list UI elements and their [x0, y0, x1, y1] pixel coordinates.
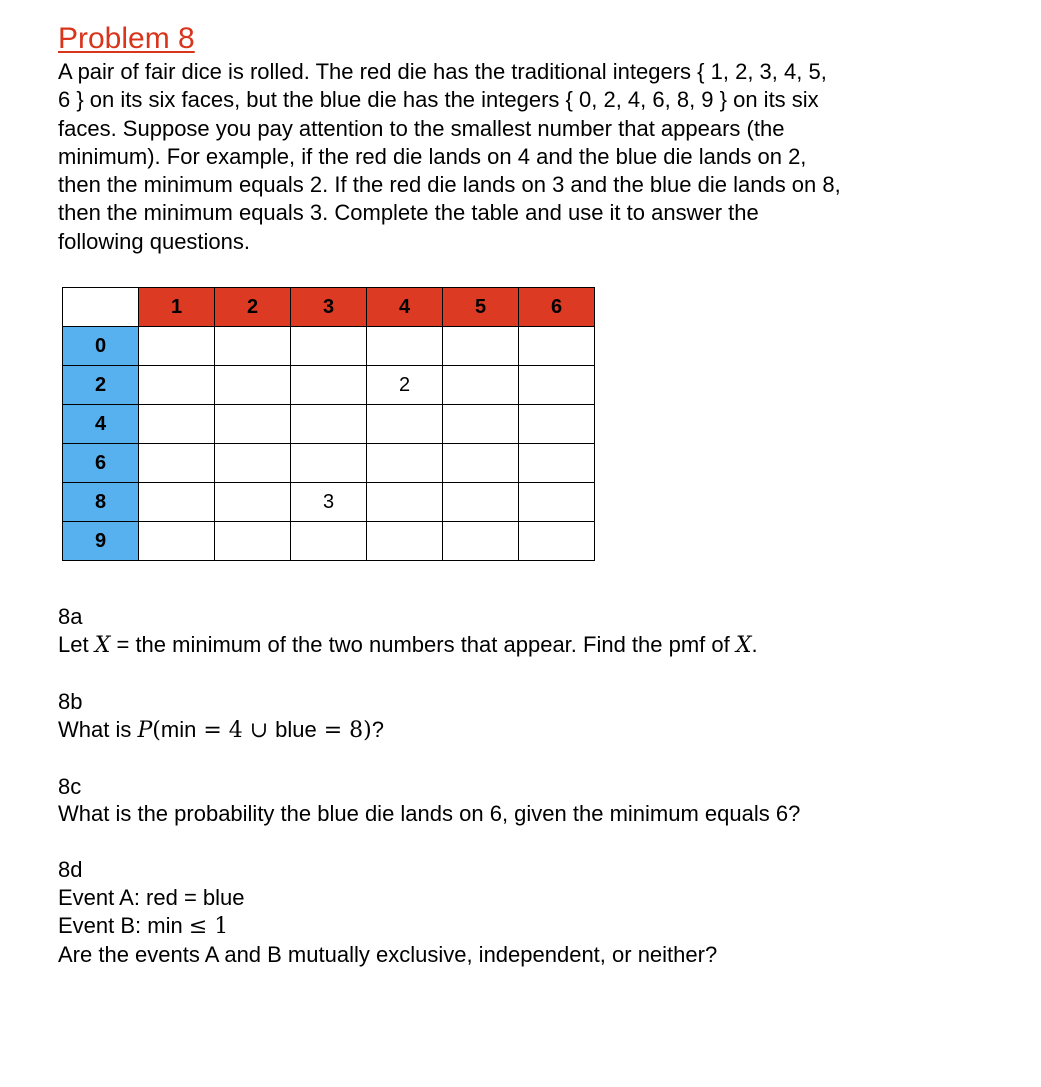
minimum-table [62, 287, 595, 561]
question-8a-text [58, 631, 758, 660]
table-cell[interactable] [215, 366, 291, 405]
red-header-cell: 6 [519, 288, 595, 327]
table-corner-cell [63, 288, 139, 327]
table-cell[interactable] [519, 444, 595, 483]
text-segment: ? [371, 717, 385, 742]
math-segment: ( [152, 718, 161, 743]
blue-header-cell: 4 [63, 405, 139, 444]
question-8c-label: 8c [58, 774, 82, 799]
table-cell[interactable] [139, 444, 215, 483]
table-cell[interactable] [367, 483, 443, 522]
intro-line: A pair of fair dice is rolled. The red die has the traditional integers { 1, 2, 3, 4, 5, [58, 59, 827, 84]
table-cell[interactable] [215, 522, 291, 561]
table-cell[interactable] [215, 444, 291, 483]
question-8d-text: Are the events A and B mutually exclusive, independent, or neither? [58, 942, 718, 967]
table-cell[interactable] [367, 444, 443, 483]
math-segment: = 4 ∪ [196, 718, 276, 743]
text-segment: = the minimum of the two numbers that appear. Find the pmf of [110, 632, 736, 657]
math-segment: ≤ 1 [188, 914, 229, 939]
table-cell[interactable]: 3 [291, 483, 367, 522]
intro-line: following questions. [58, 228, 251, 254]
question-8b-text [58, 716, 384, 745]
table-cell[interactable] [443, 522, 519, 561]
table-cell[interactable] [367, 405, 443, 444]
table-row [63, 327, 595, 366]
table-row [63, 522, 595, 561]
intro-line: faces. Suppose you pay attention to the smallest number that appears (the [58, 115, 785, 141]
variable-x: X [94, 633, 111, 658]
blue-header-cell: 8 [63, 483, 139, 522]
blue-header-cell: 6 [63, 444, 139, 483]
red-header-cell: 2 [215, 288, 291, 327]
table-row [63, 483, 595, 522]
question-8d-label: 8d [58, 857, 83, 882]
table-cell[interactable] [291, 327, 367, 366]
table-cell[interactable] [443, 444, 519, 483]
table-row [63, 444, 595, 483]
table-cell[interactable] [443, 327, 519, 366]
question-8d-event-a: Event A: red = blue [58, 885, 245, 910]
red-header-cell: 5 [443, 288, 519, 327]
table-cell[interactable] [215, 483, 291, 522]
question-8c-text: What is the probability the blue die lands on 6, given the minimum equals 6? [58, 801, 801, 826]
table-cell[interactable] [215, 405, 291, 444]
table-cell[interactable] [139, 327, 215, 366]
table-cell[interactable] [291, 522, 367, 561]
table-cell[interactable] [291, 444, 367, 483]
table-cell[interactable] [139, 366, 215, 405]
table-cell[interactable] [291, 405, 367, 444]
table-row [63, 405, 595, 444]
table-cell[interactable] [139, 522, 215, 561]
table-cell[interactable] [519, 327, 595, 366]
text-segment: Let [58, 632, 95, 657]
text-segment: What is [58, 717, 138, 742]
table-cell[interactable] [443, 483, 519, 522]
table-cell[interactable] [139, 483, 215, 522]
table-header-row [63, 288, 595, 327]
probability-symbol: P [137, 718, 153, 743]
table-cell[interactable] [443, 366, 519, 405]
table-cell[interactable] [367, 327, 443, 366]
text-segment: min [160, 717, 197, 742]
question-8a-label: 8a [58, 604, 83, 629]
blue-header-cell: 9 [63, 522, 139, 561]
intro-line: 6 } on its six faces, but the blue die has the integers { 0, 2, 4, 6, 8, 9 } on its six [58, 87, 819, 113]
question-8b-label: 8b [58, 689, 83, 714]
red-header-cell: 1 [139, 288, 215, 327]
red-header-cell: 4 [367, 288, 443, 327]
text-segment: . [751, 632, 758, 657]
table-cell[interactable] [139, 405, 215, 444]
table-cell[interactable] [519, 522, 595, 561]
math-segment: = 8) [316, 718, 372, 743]
table-cell[interactable] [519, 405, 595, 444]
blue-header-cell: 2 [63, 366, 139, 405]
red-header-cell: 3 [291, 288, 367, 327]
table-cell[interactable] [519, 366, 595, 405]
blue-header-cell: 0 [63, 327, 139, 366]
table-cell[interactable] [367, 522, 443, 561]
question-8d-event-b [58, 912, 228, 941]
text-segment: Event B: min [58, 913, 189, 938]
text-segment: blue [275, 717, 317, 742]
problem-intro [58, 58, 958, 256]
table-cell[interactable] [443, 405, 519, 444]
table-cell[interactable] [215, 327, 291, 366]
table-cell[interactable]: 2 [367, 366, 443, 405]
problem-title: Problem 8 [58, 22, 195, 55]
table-row [63, 366, 595, 405]
intro-line: minimum). For example, if the red die lands on 4 and the blue die lands on 2, [58, 143, 807, 169]
intro-line: then the minimum equals 3. Complete the table and use it to answer the [58, 200, 759, 226]
table-cell[interactable] [519, 483, 595, 522]
variable-x: X [735, 633, 752, 658]
table-cell[interactable] [291, 366, 367, 405]
intro-line: then the minimum equals 2. If the red die lands on 3 and the blue die lands on 8, [58, 172, 841, 198]
